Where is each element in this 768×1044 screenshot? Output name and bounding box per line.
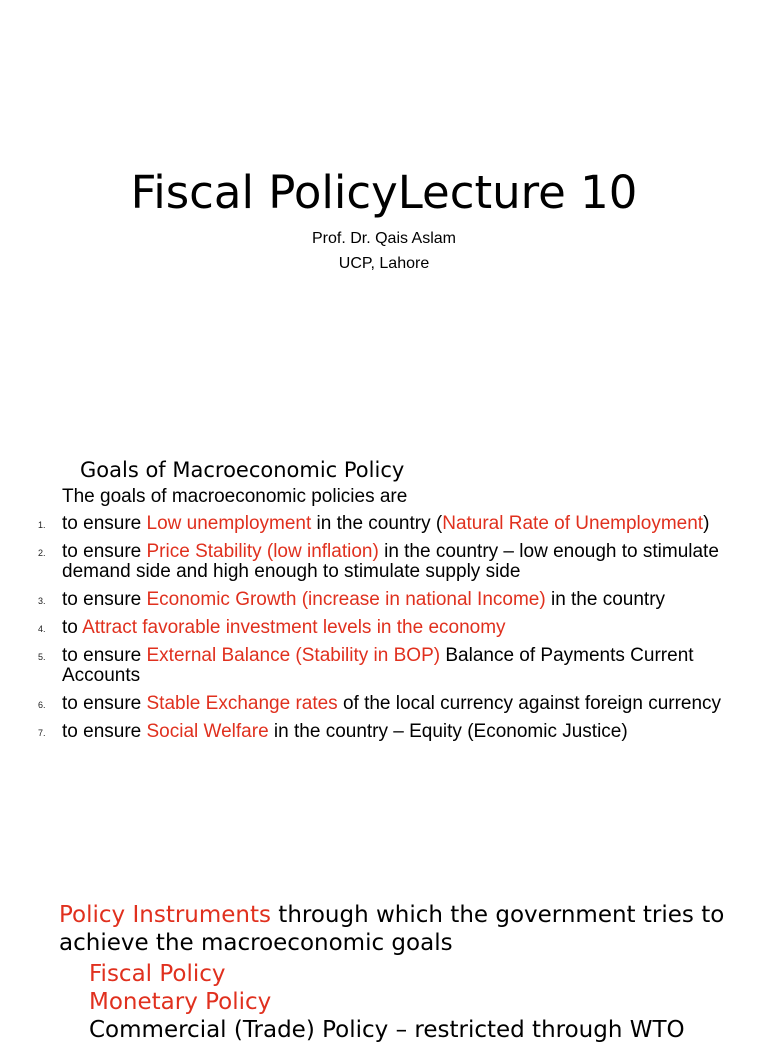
goal-text: Balance of Payments Current Accounts	[62, 645, 694, 686]
goal-text: in the country (	[311, 513, 443, 534]
list-number: 3.	[38, 596, 46, 606]
goal-highlight: Economic Growth (increase in national Income)	[146, 589, 546, 610]
list-number: 6.	[38, 700, 46, 710]
goal-text: of the local currency against foreign currency	[337, 693, 722, 714]
list-number: 7.	[38, 728, 46, 738]
goal-text: to ensure	[62, 589, 147, 610]
instruments-text: through which the government tries to achieve the macroeconomic goals	[59, 902, 725, 956]
list-item	[0, 590, 768, 610]
goal-text: in the country – low enough to stimulate demand side and high enough to stimulate supply side	[62, 541, 719, 582]
goal-highlight: Natural Rate of Unemployment	[442, 513, 704, 534]
list-item	[0, 618, 768, 638]
page-title: Fiscal PolicyLecture 10	[130, 166, 638, 219]
goal-highlight: Low unemployment	[146, 513, 312, 534]
commercial-policy-item: Commercial (Trade) Policy – restricted through WTO	[89, 1017, 685, 1043]
instruments-heading	[59, 901, 749, 957]
list-item	[0, 514, 768, 534]
goal-text: in the country	[545, 589, 666, 610]
title-slide	[0, 0, 768, 420]
goal-highlight: Price Stability (low inflation)	[146, 541, 379, 562]
author-name: Prof. Dr. Qais Aslam	[311, 230, 457, 247]
list-number: 2.	[38, 548, 46, 558]
goal-highlight: Attract favorable investment levels in the economy	[82, 617, 506, 638]
goal-text: in the country – Equity (Economic Justice)	[268, 721, 628, 742]
goal-text: to ensure	[62, 721, 147, 742]
list-number: 1.	[38, 520, 46, 530]
list-item	[0, 694, 768, 714]
goal-highlight: Social Welfare	[146, 721, 269, 742]
goal-text: )	[703, 513, 710, 534]
goals-list	[0, 514, 768, 750]
goal-highlight: Stable Exchange rates	[146, 693, 338, 714]
list-number: 4.	[38, 624, 46, 634]
list-item	[0, 542, 768, 582]
goal-text: to ensure	[62, 513, 147, 534]
goal-text: to ensure	[62, 645, 147, 666]
author-affiliation: UCP, Lahore	[338, 255, 430, 272]
list-item	[0, 722, 768, 742]
goal-highlight: External Balance (Stability in BOP)	[146, 645, 441, 666]
instruments-highlight: Policy Instruments	[59, 902, 271, 928]
goal-text: to ensure	[62, 693, 147, 714]
goal-text: to	[62, 617, 83, 638]
list-number: 5.	[38, 652, 46, 662]
list-item	[0, 646, 768, 686]
goal-text: to ensure	[62, 541, 147, 562]
goals-intro: The goals of macroeconomic policies are	[62, 486, 408, 507]
fiscal-policy-item: Fiscal Policy	[89, 961, 226, 987]
monetary-policy-item: Monetary Policy	[89, 989, 272, 1015]
goals-heading: Goals of Macroeconomic Policy	[80, 458, 405, 482]
